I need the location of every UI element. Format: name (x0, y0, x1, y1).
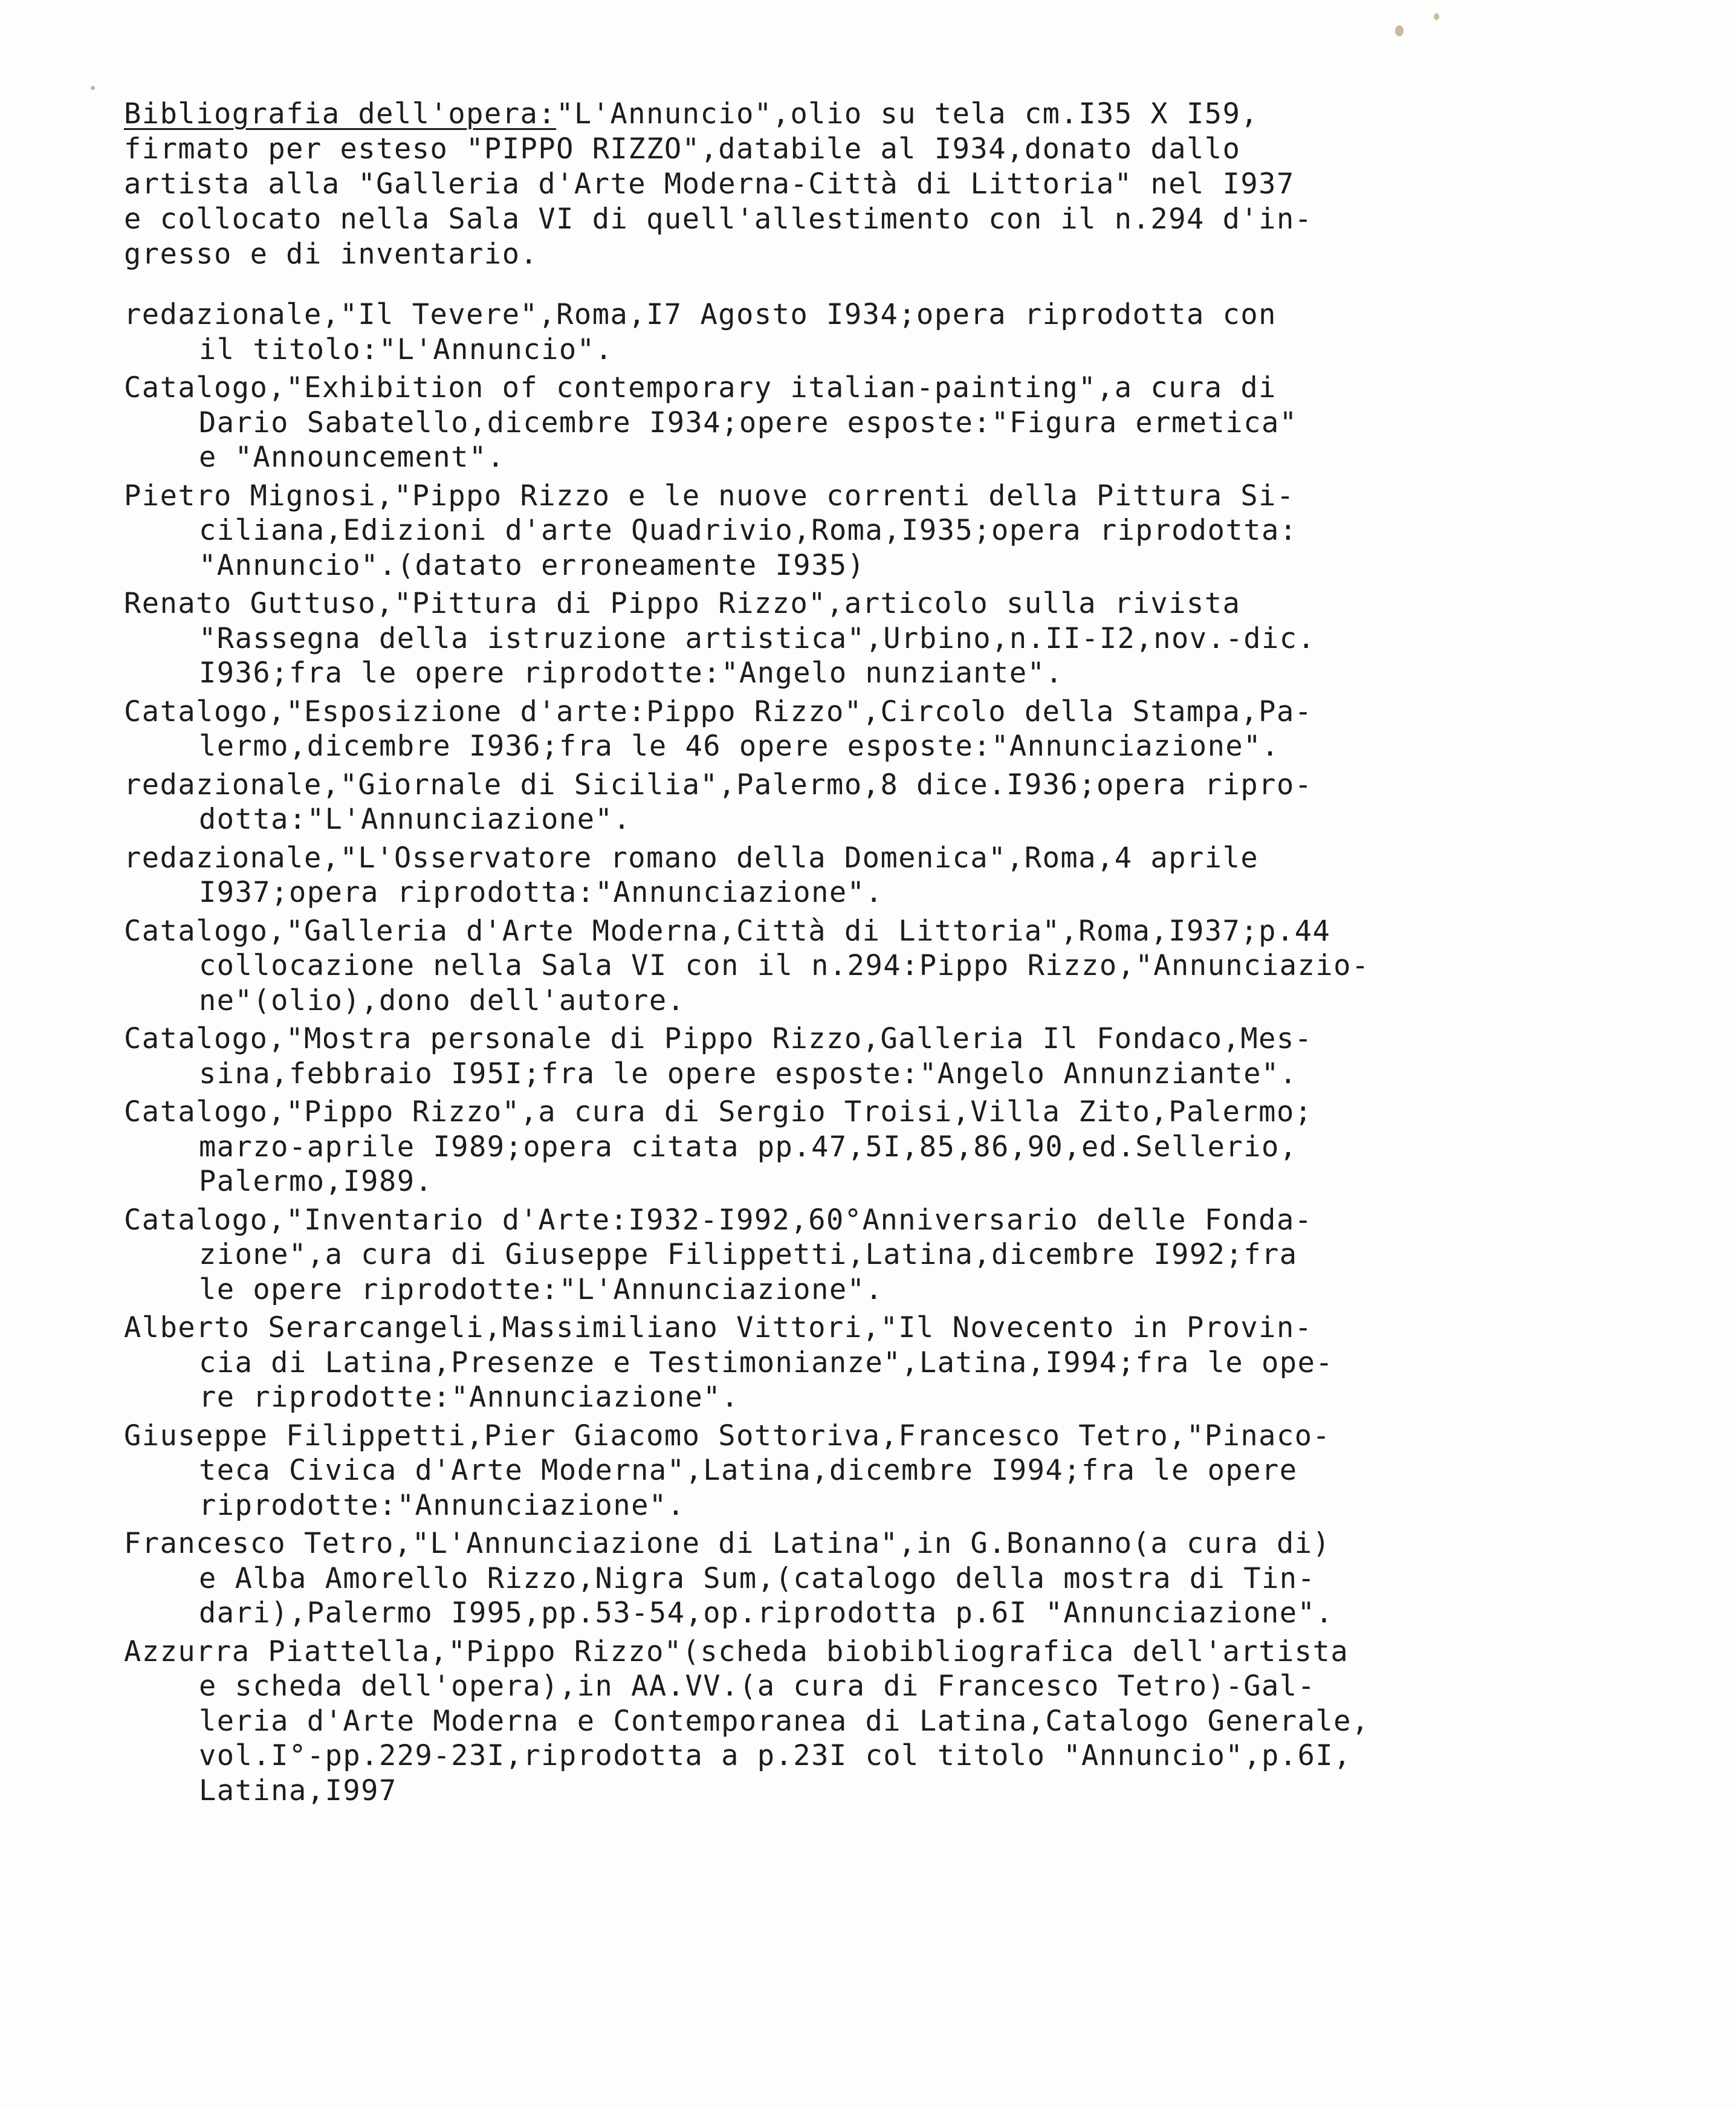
entry-continuation-line: Dario Sabatello,dicembre I934;opere esposte:"Figura ermetica" (199, 406, 1298, 439)
header-line: artista alla "Galleria d'Arte Moderna-Città di Littoria" nel I937 (124, 167, 1295, 201)
entry-continuation-line: e Alba Amorello Rizzo,Nigra Sum,(catalogo della mostra di Tin- (199, 1561, 1316, 1595)
bibliography-entry (124, 1203, 1623, 1307)
artwork-description (124, 97, 1623, 272)
bibliography-entry (124, 479, 1623, 583)
bibliography-entry (124, 1419, 1623, 1523)
bibliography-entry (124, 371, 1623, 475)
entry-first-line: Francesco Tetro,"L'Annunciazione di Latina",in G.Bonanno(a cura di) (124, 1527, 1331, 1560)
entry-first-line: Renato Guttuso,"Pittura di Pippo Rizzo",articolo sulla rivista (124, 587, 1241, 620)
entry-first-line: Catalogo,"Esposizione d'arte:Pippo Rizzo",Circolo della Stampa,Pa- (124, 695, 1313, 728)
entry-continuation-line: dotta:"L'Annunciazione". (199, 803, 632, 836)
entry-first-line: Azzurra Piattella,"Pippo Rizzo"(scheda biobibliografica dell'artista (124, 1634, 1349, 1668)
entry-continuation-line: marzo-aprile I989;opera citata pp.47,5I,85,86,90,ed.Sellerio, (199, 1130, 1298, 1164)
entry-continuation-line: collocazione nella Sala VI con il n.294:Pippo Rizzo,"Annunciazio- (199, 949, 1370, 982)
entry-continuation-line: lermo,dicembre I936;fra le 46 opere esposte:"Annunciazione". (199, 730, 1280, 763)
entry-continuation-line: ciliana,Edizioni d'arte Quadrivio,Roma,I935;opera riprodotta: (199, 514, 1298, 547)
bibliography-entry (124, 1526, 1623, 1631)
entry-continuation-line: vol.I°-pp.229-23I,riprodotta a p.23I col titolo "Annuncio",p.6I, (199, 1739, 1352, 1772)
entry-continuation-line: e scheda dell'opera),in AA.VV.(a cura di Francesco Tetro)-Gal- (199, 1670, 1316, 1703)
entry-first-line: redazionale,"L'Osservatore romano della Domenica",Roma,4 aprile (124, 841, 1259, 875)
entry-first-line: Catalogo,"Galleria d'Arte Moderna,Città di Littoria",Roma,I937;p.44 (124, 914, 1331, 948)
entry-continuation-line: zione",a cura di Giuseppe Filippetti,Latina,dicembre I992;fra (199, 1238, 1298, 1271)
bibliography-entry (124, 1310, 1623, 1415)
bibliography-entry (124, 297, 1623, 367)
entry-continuation-line: le opere riprodotte:"L'Annunciazione". (199, 1272, 884, 1306)
entry-continuation-line: I937;opera riprodotta:"Annunciazione". (199, 876, 884, 909)
entry-first-line: Catalogo,"Exhibition of contemporary italian-painting",a cura di (124, 371, 1277, 404)
entry-continuation-line: dari),Palermo I995,pp.53-54,op.riprodotta p.6I "Annunciazione". (199, 1596, 1334, 1630)
entry-first-line: Pietro Mignosi,"Pippo Rizzo e le nuove correnti della Pittura Si- (124, 479, 1295, 513)
entry-continuation-line: cia di Latina,Presenze e Testimonianze",Latina,I994;fra le ope- (199, 1346, 1334, 1379)
header-line: e collocato nella Sala VI di quell'allestimento con il n.294 d'in- (124, 202, 1313, 236)
header-line-text: "L'Annuncio",olio su tela cm.I35 X I59, (556, 97, 1259, 131)
entry-continuation-line: Palermo,I989. (199, 1165, 433, 1198)
header-line (124, 97, 1623, 132)
entry-first-line: Giuseppe Filippetti,Pier Giacomo Sottoriva,Francesco Tetro,"Pinaco- (124, 1419, 1331, 1453)
document-body (124, 97, 1623, 1812)
header-line: firmato per esteso "PIPPO RIZZO",databile al I934,donato dallo (124, 132, 1241, 166)
entry-first-line: Catalogo,"Inventario d'Arte:I932-I992,60°Anniversario delle Fonda- (124, 1203, 1313, 1237)
entry-continuation-line: leria d'Arte Moderna e Contemporanea di Latina,Catalogo Generale, (199, 1704, 1370, 1738)
entry-continuation-line: teca Civica d'Arte Moderna",Latina,dicembre I994;fra le opere (199, 1454, 1298, 1487)
bibliography-title: Bibliografia dell'opera: (124, 97, 557, 131)
bibliography-entry (124, 586, 1623, 691)
bibliography-entry (124, 914, 1623, 1019)
bibliography-entry (124, 1095, 1623, 1199)
entry-first-line: Catalogo,"Pippo Rizzo",a cura di Sergio Troisi,Villa Zito,Palermo; (124, 1095, 1313, 1129)
bibliography-list (124, 297, 1623, 1808)
entry-continuation-line: riprodotte:"Annunciazione". (199, 1488, 685, 1522)
entry-continuation-line: ne"(olio),dono dell'autore. (199, 983, 685, 1017)
entry-continuation-line: Latina,I997 (199, 1774, 397, 1807)
entry-first-line: Alberto Serarcangeli,Massimiliano Vittori,"Il Novecento in Provin- (124, 1311, 1313, 1344)
paper-speck (1395, 25, 1404, 36)
entry-continuation-line: sina,febbraio I95I;fra le opere esposte:"Angelo Annunziante". (199, 1057, 1298, 1090)
entry-continuation-line: il titolo:"L'Annuncio". (199, 332, 614, 366)
header-line: gresso e di inventario. (124, 238, 539, 271)
entry-continuation-line: "Annuncio".(datato erroneamente I935) (199, 548, 866, 582)
bibliography-entry (124, 841, 1623, 910)
entry-first-line: redazionale,"Il Tevere",Roma,I7 Agosto I934;opera riprodotta con (124, 298, 1277, 331)
entry-first-line: redazionale,"Giornale di Sicilia",Palermo,8 dice.I936;opera ripro- (124, 768, 1313, 802)
bibliography-entry (124, 768, 1623, 837)
entry-continuation-line: e "Announcement". (199, 441, 505, 474)
entry-continuation-line: re riprodotte:"Annunciazione". (199, 1381, 739, 1414)
paper-speck (1434, 13, 1439, 20)
bibliography-entry (124, 1634, 1623, 1809)
bibliography-entry (124, 695, 1623, 764)
bibliography-entry (124, 1022, 1623, 1091)
entry-first-line: Catalogo,"Mostra personale di Pippo Rizzo,Galleria Il Fondaco,Mes- (124, 1022, 1313, 1055)
paper-speck (91, 86, 95, 90)
entry-continuation-line: I936;fra le opere riprodotte:"Angelo nunziante". (199, 656, 1064, 690)
entry-continuation-line: "Rassegna della istruzione artistica",Urbino,n.II-I2,nov.-dic. (199, 621, 1316, 655)
